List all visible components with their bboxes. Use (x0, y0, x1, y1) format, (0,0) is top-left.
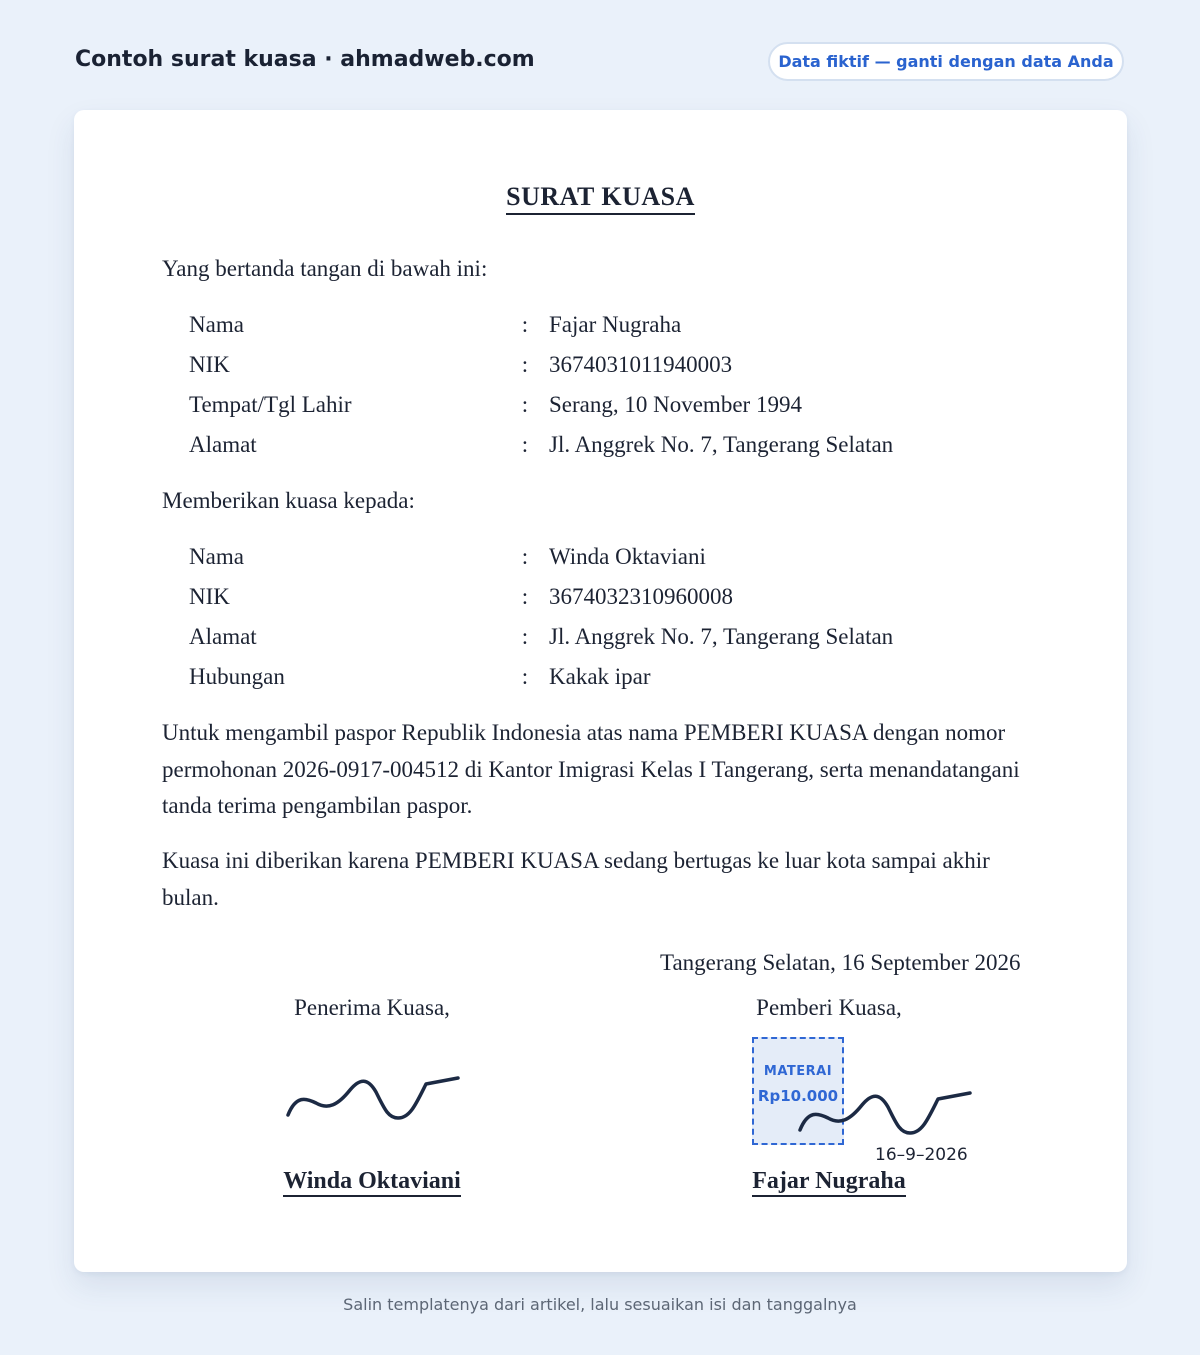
field-colon: : (521, 432, 529, 457)
field-colon: : (521, 544, 529, 569)
receiver-name: Winda Oktaviani (222, 1168, 522, 1195)
field-value: 3674032310960008 (549, 584, 733, 609)
letter-document (74, 110, 1127, 1272)
stamp-date: 16–9–2026 (875, 1145, 968, 1165)
giver-label: Pemberi Kuasa, (756, 995, 902, 1020)
grant-intro-text: Memberikan kuasa kepada: (162, 488, 415, 513)
field-label: Nama (189, 544, 244, 569)
giver-name: Fajar Nugraha (679, 1168, 979, 1195)
field-colon: : (521, 392, 529, 417)
field-label: NIK (189, 584, 230, 609)
field-label: Alamat (189, 432, 257, 457)
field-value: Kakak ipar (549, 664, 651, 689)
field-colon: : (521, 584, 529, 609)
place-date: Tangerang Selatan, 16 September 2026 (660, 950, 1021, 975)
site-title: Contoh surat kuasa · ahmadweb.com (75, 47, 535, 72)
giver-signature (792, 1085, 982, 1145)
field-value: 3674031011940003 (549, 352, 733, 377)
field-value: Jl. Anggrek No. 7, Tangerang Selatan (549, 432, 894, 457)
field-label: NIK (189, 352, 230, 377)
document-title: SURAT KUASA (74, 182, 1127, 212)
field-colon: : (521, 352, 529, 377)
field-label: Hubungan (189, 664, 285, 689)
field-value: Serang, 10 November 1994 (549, 392, 802, 417)
field-label: Alamat (189, 624, 257, 649)
receiver-label: Penerima Kuasa, (294, 995, 450, 1020)
fictitious-data-badge: Data fiktif — ganti dengan data Anda (768, 42, 1124, 81)
field-value: Winda Oktaviani (549, 544, 706, 569)
footer-note: Salin templatenya dari artikel, lalu sesuaikan isi dan tanggalnya (343, 1295, 857, 1314)
purpose-paragraph: Untuk mengambil paspor Republik Indonesia atas nama PEMBERI KUASA dengan nomor permohonan 2026-0917-004512 di Kantor Imigrasi Kelas I Tangerang, serta menandatangani tanda terima pengambilan paspor. (162, 720, 1020, 818)
stamp-amount: Rp10.000 (757, 1087, 839, 1105)
field-value: Fajar Nugraha (549, 312, 682, 337)
stamp-label: MATERAI (763, 1064, 833, 1079)
field-colon: : (521, 624, 529, 649)
field-value: Jl. Anggrek No. 7, Tangerang Selatan (549, 624, 894, 649)
field-label: Tempat/Tgl Lahir (189, 392, 352, 417)
field-label: Nama (189, 312, 244, 337)
field-colon: : (521, 312, 529, 337)
receiver-signature (280, 1070, 470, 1130)
reason-paragraph: Kuasa ini diberikan karena PEMBERI KUASA sedang bertugas ke luar kota sampai akhir bulan. (162, 848, 990, 910)
field-colon: : (521, 664, 529, 689)
intro-text: Yang bertanda tangan di bawah ini: (162, 256, 488, 281)
